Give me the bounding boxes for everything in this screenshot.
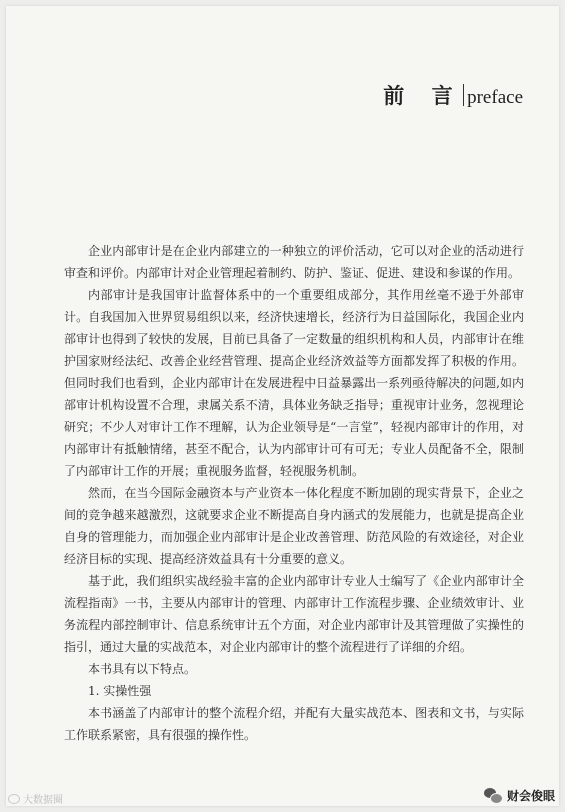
title-chinese: 前 言 [383, 83, 463, 108]
title-english: preface [467, 87, 523, 108]
wechat-icon [484, 788, 502, 804]
paragraph: 基于此，我们组织实战经验丰富的企业内部审计专业人士编写了《企业内部审计全流程指南》一书，主要从内部审计的管理、内部审计工作流程步骤、企业绩效审计、业务流程内部控制审计、信息系统审计五个方面，对企业内部审计及其管理做了实操性的指引，通过大量的实战范本，对企业内部审计的整个流程进行了详细的介绍。 [64, 574, 524, 654]
paragraph: 内部审计是我国审计监督体系中的一个重要组成部分，其作用丝毫不逊于外部审计。自我国加入世界贸易组织以来，经济快速增长，经济行为日益国际化，我国企业内部审计也得到了较快的发展，目前已具备了一定数量的组织机构和人员，内部审计在维护国家财经法纪、改善企业经营管理、提高企业经济效益等方面都发挥了积极的作用。但同时我们也看到，企业内部审计在发展进程中日益暴露出一系列亟待解决的问题,如内部审计机构设置不合理，隶属关系不清，具体业务缺乏指导；重视审计业务，忽视理论研究；不少人对审计工作不理解，认为企业领导是“一言堂”，轻视内部审计的作用，对内部审计有抵触情绪，甚至不配合，认为内部审计可有可无；专业人员配备不全，限制了内部审计工作的开展；重视服务监督，轻视服务机制。 [64, 288, 524, 478]
watermark-left-text: 大数据圈 [23, 795, 63, 806]
paragraph: 然而，在当今国际金融资本与产业资本一体化程度不断加剧的现实背景下，企业之间的竞争越来越激烈，这就要求企业不断提高自身内涵式的发展能力，也就是提高企业自身的管理能力，而加强企业内部审计是企业改善管理、防范风险的有效途径，对企业经济目标的实现、提高经济效益具有十分重要的意义。 [64, 486, 524, 566]
paragraph: 企业内部审计是在企业内部建立的一种独立的评价活动，它可以对企业的活动进行审查和评价。内部审计对企业管理起着制约、防护、鉴证、促进、建设和参谋的作用。 [64, 244, 524, 280]
watermark-right-text: 财会俊眼 [506, 789, 555, 803]
feature-heading: 1. 实操性强 [88, 684, 152, 698]
page-header [383, 80, 523, 110]
weibo-icon [8, 794, 20, 804]
paragraph: 本书具有以下特点。 [88, 662, 197, 676]
watermark-left [8, 791, 63, 806]
preface-body [64, 240, 524, 746]
watermark-right [484, 787, 555, 804]
paragraph: 本书涵盖了内部审计的整个流程介绍，并配有大量实战范本、图表和文书，与实际工作联系紧密，具有很强的操作性。 [64, 706, 524, 742]
title-divider [463, 84, 465, 106]
document-page [6, 6, 559, 806]
